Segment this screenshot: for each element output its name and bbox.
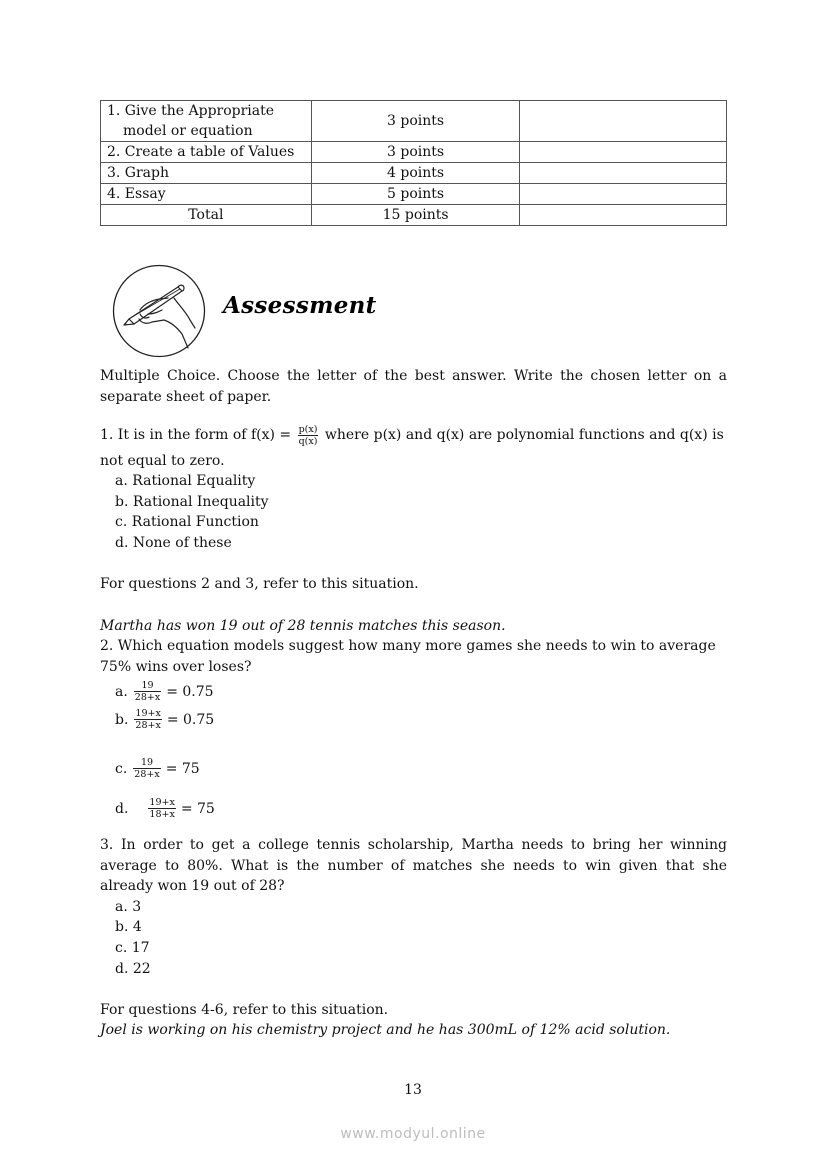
fraction-numerator: 19+x — [149, 797, 175, 808]
fraction — [134, 708, 161, 731]
q3-option-c: c. 17 — [115, 940, 150, 956]
option-label: d. — [115, 800, 129, 817]
q2-option-b — [115, 708, 214, 731]
question-3: 3. In order to get a college tennis scholarship, Martha needs to bring her winning average to 80%. What is the number of matches she needs to win given that she already won 19 out of 28? — [100, 837, 727, 895]
criteria-cell: 4. Essay — [101, 184, 312, 205]
fraction-p-over-q — [298, 424, 319, 447]
watermark: www.modyul.online — [340, 1126, 486, 1142]
points-cell: 5 points — [311, 184, 520, 205]
equation-rhs: = 75 — [180, 800, 215, 817]
table-row — [101, 101, 727, 142]
q2-option-c — [115, 757, 200, 780]
total-points-cell: 15 points — [311, 205, 520, 226]
table-row — [101, 184, 727, 205]
fraction-denominator: 18+x — [149, 809, 175, 820]
q2-option-a — [115, 680, 214, 703]
question-1-prefix: 1. It is in the form of f(x) = — [100, 427, 296, 443]
option-label: b. — [115, 711, 129, 728]
score-cell — [520, 184, 727, 205]
points-cell: 4 points — [311, 163, 520, 184]
fraction-numerator: 19 — [134, 680, 161, 692]
fraction-numerator: 19 — [133, 757, 160, 769]
criteria-text: 1. Give the Appropriate — [107, 103, 275, 119]
page-number: 13 — [404, 1082, 422, 1098]
scoring-rubric-table — [100, 100, 727, 226]
criteria-text-cont: model or equation — [123, 123, 253, 139]
question-1 — [100, 422, 727, 474]
q2-option-d — [115, 797, 215, 820]
situation-2-text: Joel is working on his chemistry project and he has 300mL of 12% acid solution. — [100, 1022, 671, 1038]
table-row — [101, 142, 727, 163]
section-title: Assessment — [223, 292, 377, 319]
situation-2-intro: For questions 4-6, refer to this situation. — [100, 1002, 389, 1018]
fraction-denominator: 28+x — [134, 769, 160, 780]
score-cell — [520, 142, 727, 163]
fraction — [148, 797, 175, 820]
fraction-numerator: 19+x — [135, 708, 161, 719]
question-1-suffix: where p(x) and q(x) are polynomial functions and q(x) is not equal to zero. — [100, 427, 724, 469]
equation-rhs: = 0.75 — [166, 683, 214, 700]
q3-option-d: d. 22 — [115, 961, 151, 977]
fraction — [134, 680, 161, 703]
q1-option-d: d. None of these — [115, 535, 232, 551]
equation-rhs: = 0.75 — [166, 711, 215, 728]
question-2: 2. Which equation models suggest how many more games she needs to win to average 75% wins over loses? — [100, 638, 716, 675]
situation-1-intro: For questions 2 and 3, refer to this situation. — [100, 576, 419, 592]
q1-option-a: a. Rational Equality — [115, 473, 256, 489]
criteria-cell: 3. Graph — [101, 163, 312, 184]
table-row — [101, 163, 727, 184]
fraction-denominator: 28+x — [135, 720, 161, 731]
q3-option-b: b. 4 — [115, 919, 142, 935]
total-score-cell — [520, 205, 727, 226]
fraction-denominator: 28+x — [134, 692, 161, 703]
q1-option-b: b. Rational Inequality — [115, 494, 269, 510]
points-cell: 3 points — [311, 142, 520, 163]
option-label: c. — [115, 760, 128, 777]
q3-option-a: a. 3 — [115, 899, 142, 915]
score-cell — [520, 163, 727, 184]
equation-rhs: = 75 — [165, 760, 200, 777]
fraction — [133, 757, 160, 780]
criteria-cell — [101, 101, 312, 142]
total-label-cell: Total — [101, 205, 312, 226]
score-cell — [520, 101, 727, 142]
criteria-cell: 2. Create a table of Values — [101, 142, 312, 163]
fraction-denominator: q(x) — [298, 435, 318, 447]
option-label: a. — [115, 683, 128, 700]
table-row-total — [101, 205, 727, 226]
fraction-numerator: p(x) — [298, 423, 318, 435]
q1-option-c: c. Rational Function — [115, 514, 259, 530]
instructions-text: Multiple Choice. Choose the letter of the best answer. Write the chosen letter on a separate sheet of paper. — [100, 368, 727, 405]
situation-1-text: Martha has won 19 out of 28 tennis matches this season. — [100, 618, 506, 634]
hand-writing-pencil-icon — [112, 264, 206, 358]
points-cell: 3 points — [311, 101, 520, 142]
